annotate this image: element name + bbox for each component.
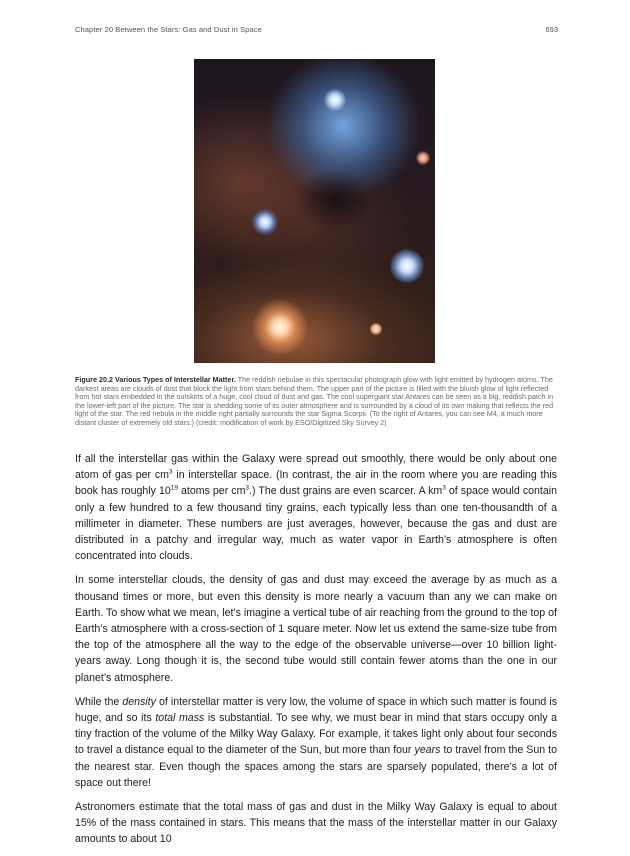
m4-cluster: [370, 323, 382, 335]
p1-text-e: of space would contain only a few hundred to a few thousand tiny grains, each typically less than one ten-thousandth of a millimeter in diameter. These numbers are just averages, however, because the gas and dust are distributed in a patchy and irregular way, much as water vapor in Earth’s atmosphere is often concentrated into clouds.: [75, 485, 557, 563]
figure-caption: [75, 376, 555, 428]
p1-sup-c: 3: [245, 484, 250, 492]
red-star-sigma-scorpii: [416, 151, 430, 165]
blue-star-right: [390, 249, 424, 283]
p3-text-d: to travel from the Sun to the nearest star. Even though the spaces among the stars are sparsely populated, there’s a lot of space out there!: [75, 744, 558, 789]
blue-star-left: [252, 209, 278, 235]
figure-photo-nebula: [194, 59, 435, 363]
body-text: [75, 451, 557, 856]
p3-em-years: years: [414, 744, 441, 757]
p3-text-c: is substantial. To see why, we must bear in mind that stars occupy only a tiny fraction of the volume of the Milky Way Galaxy. For example, it takes light only about four seconds to travel a distance equal to the diameter of the Sun, but more than four: [75, 712, 557, 757]
p1-text-d: .) The dust grains are even scarcer. A km: [249, 485, 443, 498]
paragraph-1: [75, 451, 557, 564]
running-header-chapter: Chapter 20 Between the Stars: Gas and Dust in Space: [75, 25, 262, 34]
antares-star: [252, 299, 308, 355]
p3-text-b: of interstellar matter is very low, the volume of space in which such matter is found is huge, and so its: [75, 695, 557, 725]
p1-text-c: atoms per cm: [177, 485, 246, 498]
p1-sup-b: 19: [170, 484, 178, 492]
blue-star-top: [324, 89, 346, 111]
p1-text-a: If all the interstellar gas within the Galaxy were spread out smoothly, there would be only about one atom of gas per cm: [75, 453, 557, 482]
figure-caption-title: Figure 20.2 Various Types of Interstellar Matter.: [75, 375, 236, 384]
p3-text-a: While the: [75, 695, 123, 708]
p1-sup-a: 3: [168, 468, 173, 476]
p3-em-density: density: [122, 695, 156, 708]
paragraph-3: [75, 694, 557, 791]
paragraph-4: Astronomers estimate that the total mass of gas and dust in the Milky Way Galaxy is equal to about 15% of the mass contained in stars. This means that the mass of the interstellar matter in our Galaxy amounts to about 10: [75, 801, 557, 846]
figure-caption-text: The reddish nebulae in this spectacular photograph glow with light emitted by hydrogen atoms. The darkest areas are clouds of dust that block the light from stars behind them. The upper part of the picture is filled with the bluish glow of light reflected from hot stars embedded in the outskirts of a huge, cool cloud of dust and gas. The cool supergiant star Antares can be seen as a big, reddish patch in the lower-left part of the picture. The star is shedding some of its outer atmosphere and is surrounded by a cloud of its own making that reflects the red light of the star. The red nebula in the middle right partially surrounds the star Sigma Scorpii. (To the right of Antares, you can see M4, a much more distant cluster of extremely old stars.) (credit: modification of work by ESO/Digitized Sky Survey 2): [75, 375, 554, 427]
paragraph-2: In some interstellar clouds, the density of gas and dust may exceed the average by as much as a thousand times or more, but even this density is more nearly a vacuum than any we can make on Earth. To show what we mean, let’s imagine a vertical tube of air reaching from the ground to the top of Earth’s atmosphere with a cross-section of 1 square meter. Now let us extend the same-size tube from the top of the atmosphere all the way to the edge of the observable universe—over 10 billion light-years away. Long though it is, the second tube would still contain fewer atoms than the one in our planet’s atmosphere.: [75, 574, 557, 684]
p3-em-total-mass: total mass: [155, 712, 205, 725]
p1-sup-d: 3: [442, 484, 446, 492]
dark-dust-cloud: [294, 169, 374, 229]
page-number: 693: [545, 25, 558, 34]
p1-text-b: in interstellar space. (In contrast, the air in the room where you are reading this book has roughly 10: [75, 469, 557, 498]
